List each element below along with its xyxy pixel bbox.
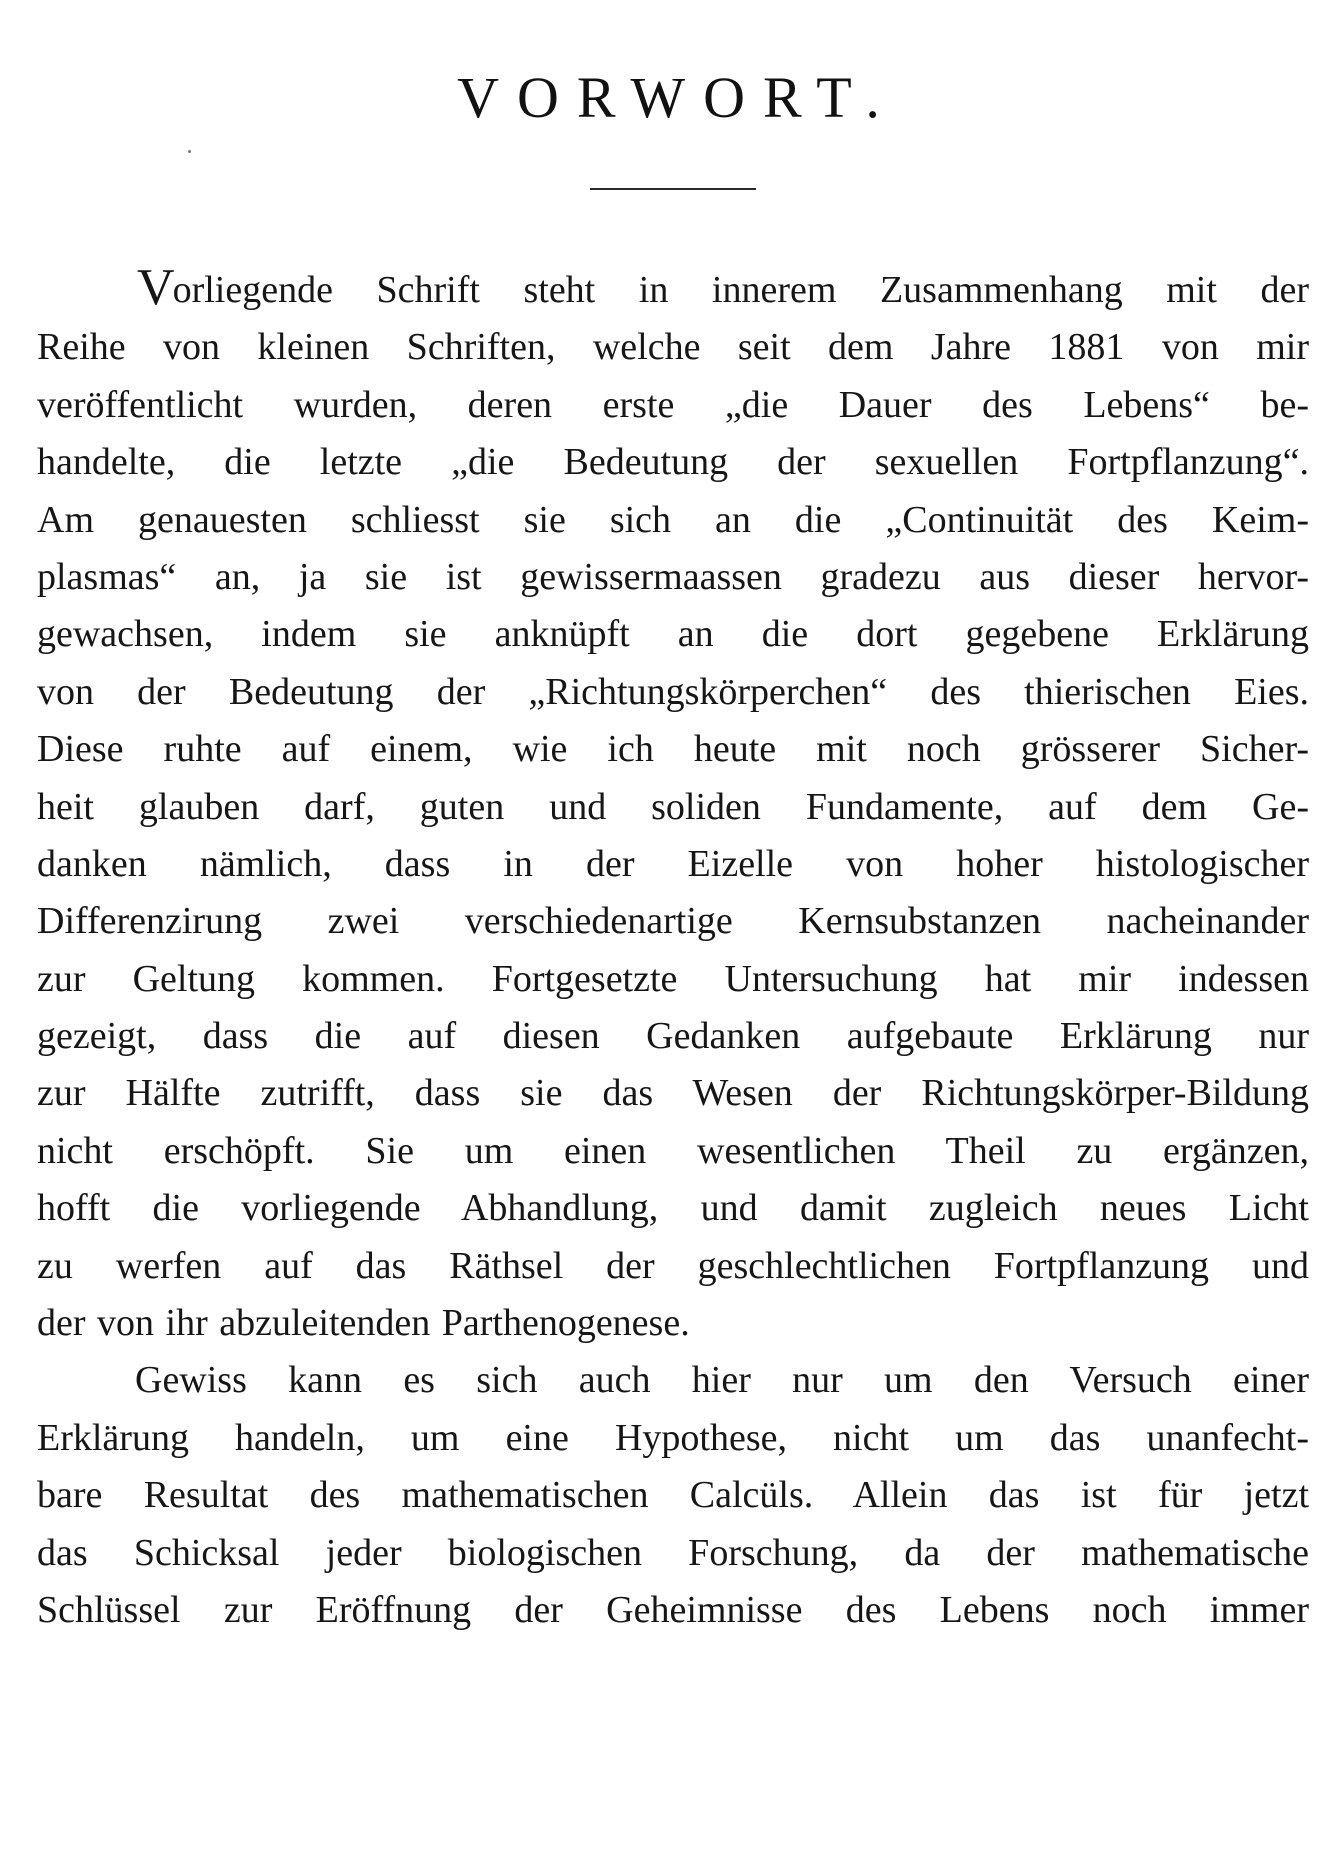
paragraph-2 [37, 1352, 1309, 1639]
text-line: zur Hälfte zutrifft, dass sie das Wesen der Richtungskörper-Bildung [37, 1072, 1309, 1115]
text-line: heit glauben darf, guten und soliden Fundamente, auf dem Ge- [37, 785, 1309, 828]
text-line: Reihe von kleinen Schriften, welche seit dem Jahre 1881 von mir [37, 326, 1309, 369]
text-line: Schlüssel zur Eröffnung der Geheimnisse des Lebens noch immer [37, 1588, 1309, 1631]
text-line: nicht erschöpft. Sie um einen wesentlichen Theil zu ergänzen, [37, 1129, 1309, 1172]
text-line: Am genauesten schliesst sie sich an die „Continuität des Keim- [37, 498, 1309, 541]
page-title: VORWORT. [457, 65, 898, 130]
text-line: Erklärung handeln, um eine Hypothese, nicht um das unanfecht- [37, 1416, 1309, 1459]
text-line: bare Resultat des mathematischen Calcüls. Allein das ist für jetzt [37, 1474, 1309, 1517]
text-line: Vorliegende Schrift steht in innerem Zusammenhang mit der [137, 259, 1309, 316]
text-line: gewachsen, indem sie anknüpft an die dort gegebene Erklärung [37, 613, 1309, 656]
text-line: Differenzirung zwei verschiedenartige Kernsubstanzen nacheinander [37, 900, 1309, 943]
title-divider [590, 188, 756, 190]
text-line: zu werfen auf das Räthsel der geschlechtlichen Fortpflanzung und [37, 1244, 1309, 1287]
text-line: von der Bedeutung der „Richtungskörperchen“ des thierischen Eies. [37, 670, 1309, 713]
paragraph-1 [37, 259, 1309, 1352]
text-line: Diese ruhte auf einem, wie ich heute mit noch grösserer Sicher- [37, 728, 1309, 771]
text-line: veröffentlicht wurden, deren erste „die Dauer des Lebens“ be- [37, 383, 1309, 426]
text-line: der von ihr abzuleitenden Parthenogenese. [37, 1302, 690, 1345]
text-line: gezeigt, dass die auf diesen Gedanken aufgebaute Erklärung nur [37, 1015, 1309, 1058]
text-line: Gewiss kann es sich auch hier nur um den Versuch einer [135, 1359, 1309, 1402]
text-line: zur Geltung kommen. Fortgesetzte Untersuchung hat mir indessen [37, 957, 1309, 1000]
text-line: handelte, die letzte „die Bedeutung der sexuellen Fortpflanzung“. [37, 441, 1309, 484]
body-text [37, 259, 1309, 1639]
text-line: danken nämlich, dass in der Eizelle von hoher histologischer [37, 842, 1309, 885]
text-line: plasmas“ an, ja sie ist gewissermaassen gradezu aus dieser hervor- [37, 555, 1309, 598]
dropcap: V [137, 259, 175, 316]
scan-speck [188, 150, 191, 153]
text-line: das Schicksal jeder biologischen Forschung, da der mathematische [37, 1531, 1309, 1574]
text-line: hofft die vorliegende Abhandlung, und damit zugleich neues Licht [37, 1187, 1309, 1230]
